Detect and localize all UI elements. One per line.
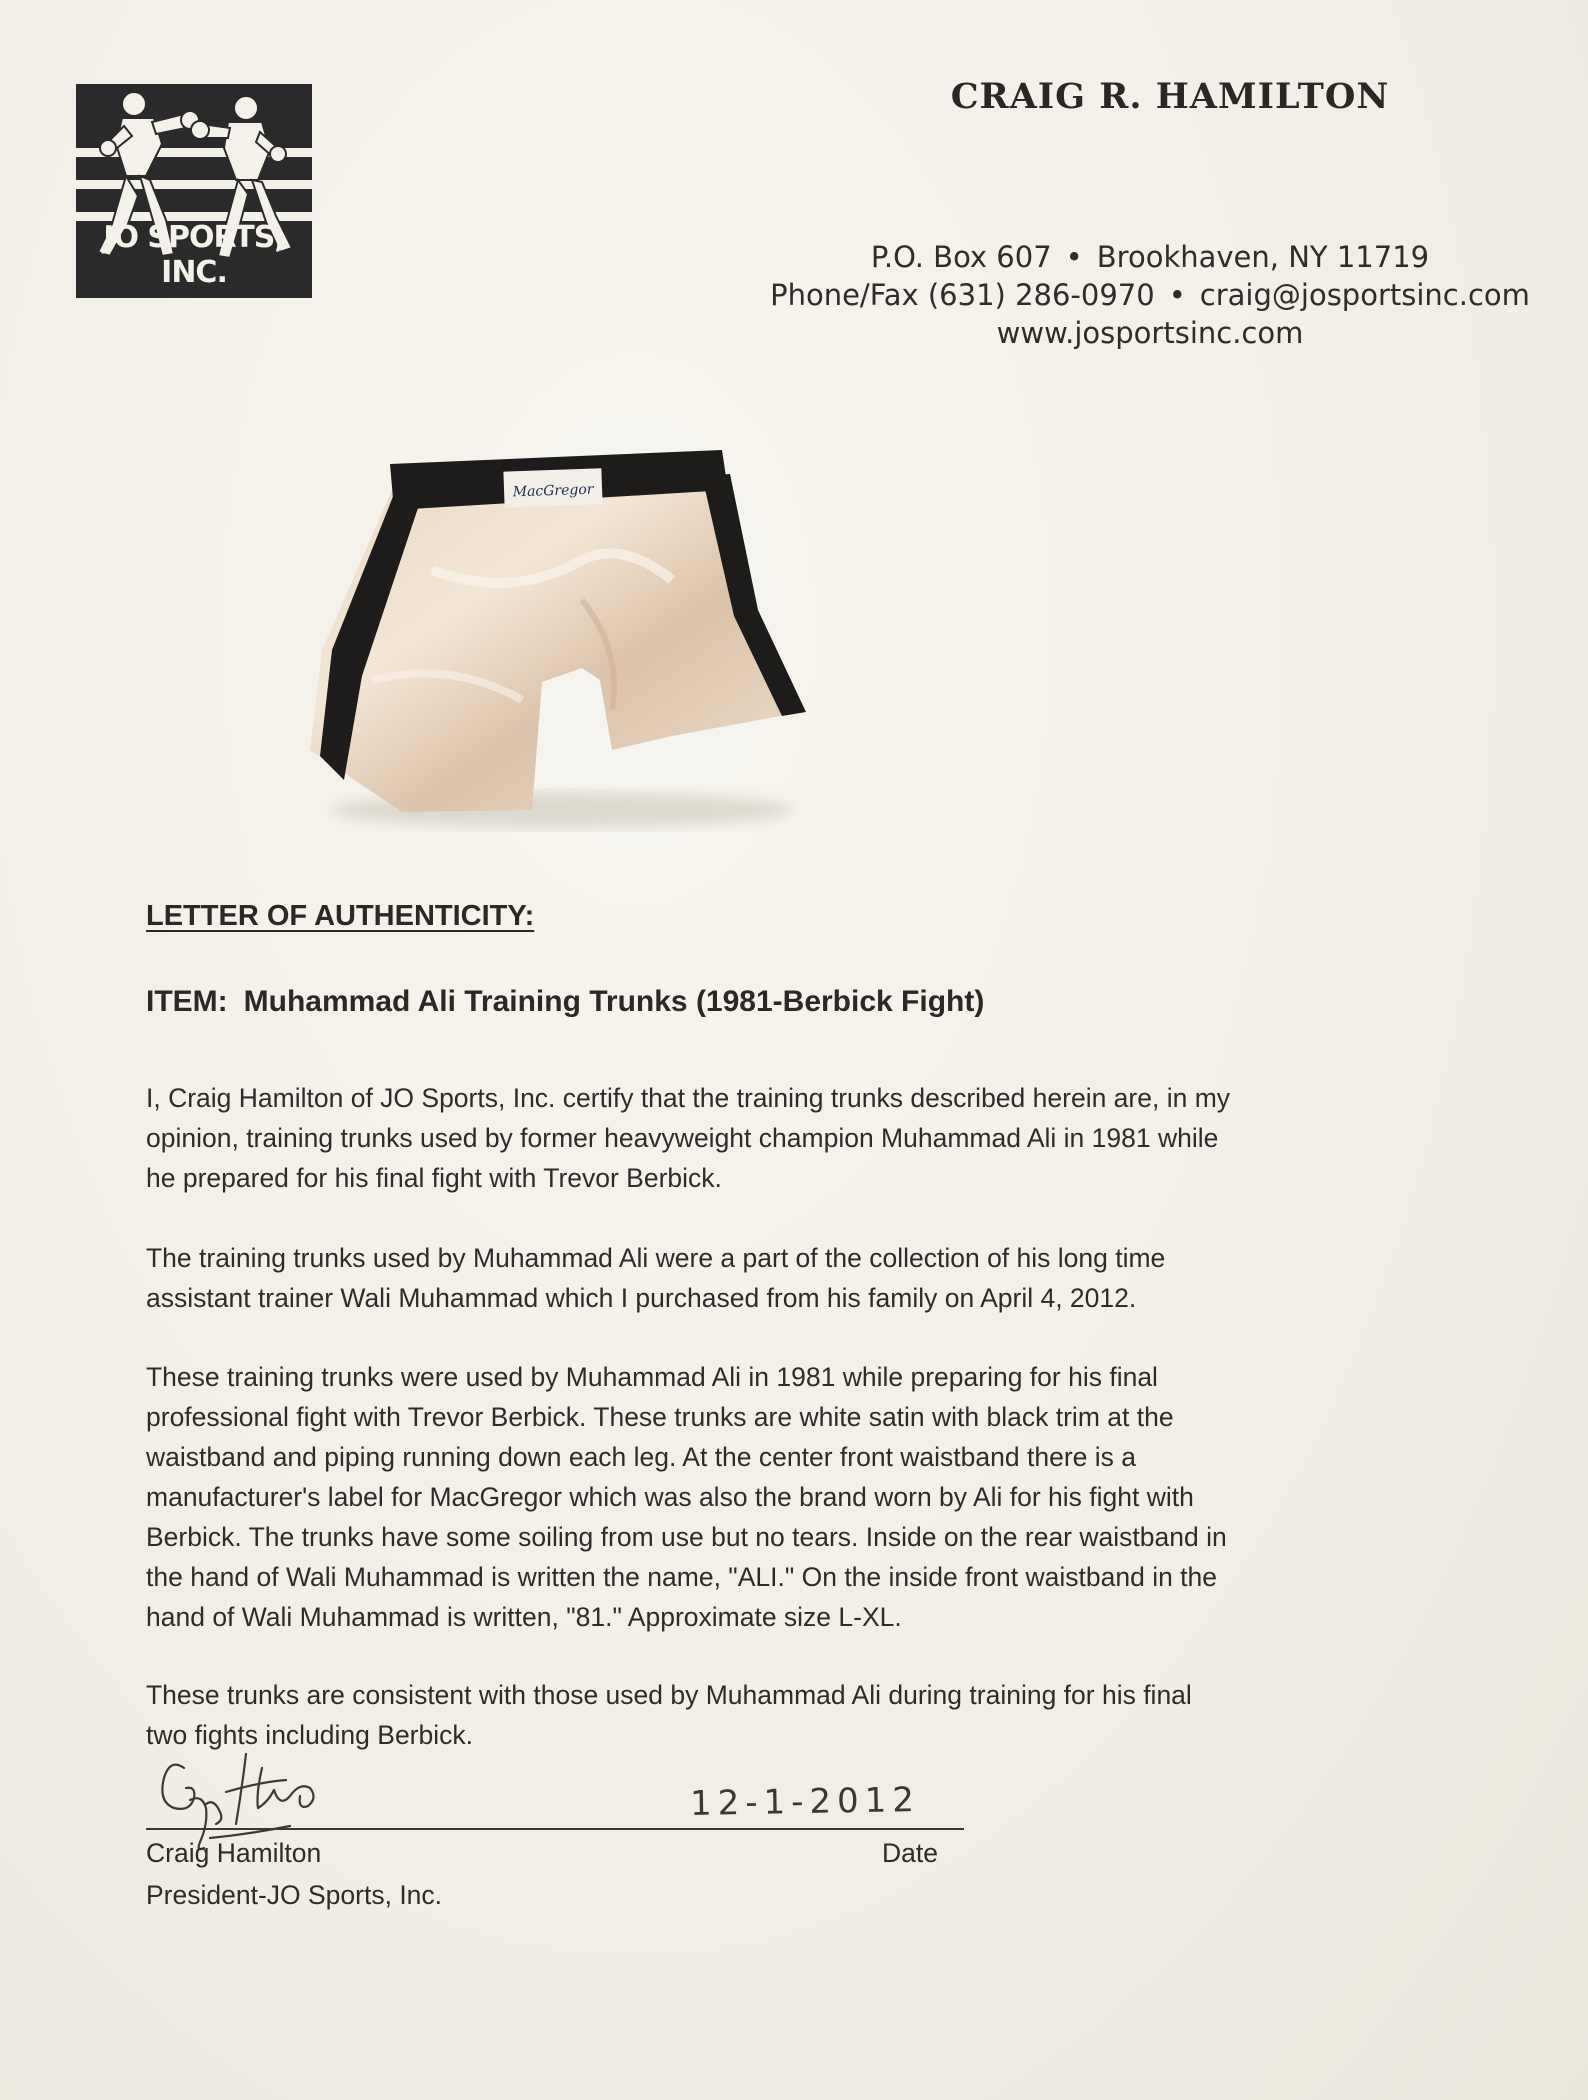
website-line [700,314,1588,352]
jo-sports-logo [76,84,312,298]
letterhead-name: CRAIG R. HAMILTON [950,76,1390,117]
website-link[interactable]: www.josportsinc.com [996,316,1304,350]
paragraph-line: he prepared for his final fight with Trevor Berbick. [146,1163,722,1193]
paragraph-line: assistant trainer Wali Muhammad which I purchased from his family on April 4, 2012. [146,1283,1137,1313]
po-box: P.O. Box 607 [870,240,1052,274]
paragraph-line: hand of Wali Muhammad is written, "81." Approximate size L-XL. [146,1602,902,1632]
logo-text: JO SPORTS, INC. [103,220,285,290]
phone-email-line [700,276,1588,314]
email-link[interactable]: craig@josportsinc.com [1199,278,1530,312]
paragraph-line: the hand of Wali Muhammad is written the name, "ALI." On the inside front waistband in the [146,1562,1218,1592]
city-state-zip: Brookhaven, NY 11719 [1096,240,1430,274]
date-label: Date [882,1838,938,1868]
phone-fax: Phone/Fax (631) 286-0970 [770,278,1155,312]
paragraph-2 [146,1238,1446,1318]
paragraph-line: two fights including Berbick. [146,1720,473,1750]
contact-block [700,238,1588,352]
separator-bullet: • [1168,278,1186,312]
paragraph-line: The training trunks used by Muhammad Ali were a part of the collection of his long time [146,1243,1166,1273]
paragraph-line: professional fight with Trevor Berbick. These trunks are white satin with black trim at the [146,1402,1174,1432]
paragraph-line: I, Craig Hamilton of JO Sports, Inc. certify that the training trunks described herein are, in my [146,1083,1231,1113]
paragraph-line: These training trunks were used by Muhammad Ali in 1981 while preparing for his final [146,1362,1158,1392]
paragraph-1 [146,1078,1446,1198]
signature-line [146,1828,964,1830]
paragraph-line: Berbick. The trunks have some soiling from use but no tears. Inside on the rear waistband in [146,1522,1227,1552]
paragraph-3 [146,1357,1446,1637]
signer-name: Craig Hamilton [146,1838,322,1868]
item-label: ITEM: [146,985,228,1018]
boxing-trunks-photo [282,450,822,840]
paragraph-line: opinion, training trunks used by former heavyweight champion Muhammad Ali in 1981 while [146,1123,1219,1153]
paragraph-line: waistband and piping running down each leg. At the center front waistband there is a [146,1442,1136,1472]
paragraph-line: manufacturer's label for MacGregor which was also the brand worn by Ali for his fight with [146,1482,1194,1512]
separator-bullet: • [1065,240,1083,274]
item-value: Muhammad Ali Training Trunks (1981-Berbick Fight) [243,985,985,1018]
item-line [146,985,984,1019]
letter-heading: LETTER OF AUTHENTICITY: [146,900,535,932]
handwritten-date: 12-1-2012 [689,1779,921,1825]
paragraph-line: These trunks are consistent with those used by Muhammad Ali during training for his final [146,1680,1192,1710]
address-line [700,238,1588,276]
signer-title: President-JO Sports, Inc. [146,1880,443,1910]
brand-label-text: MacGregor [512,481,594,501]
